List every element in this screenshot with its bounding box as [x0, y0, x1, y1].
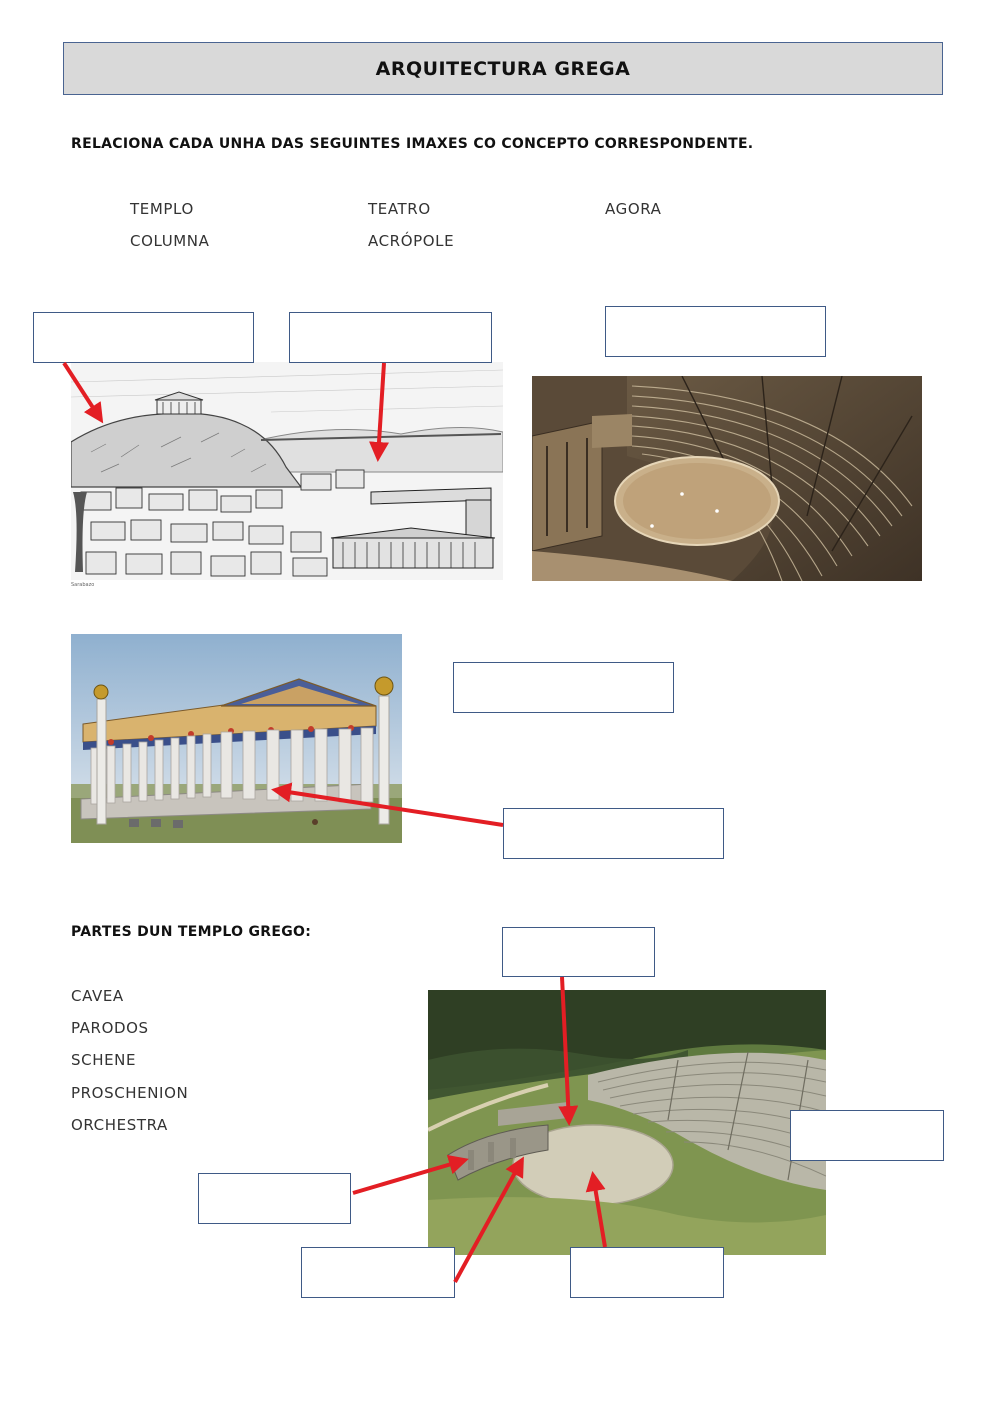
- word-agora: AGORA: [605, 200, 662, 218]
- part-cavea: CAVEA: [71, 987, 124, 1005]
- answer-box-acropole[interactable]: [33, 312, 254, 363]
- image-credit-caption: Sarabazo: [71, 582, 95, 588]
- part-orchestra: ORCHESTRA: [71, 1116, 168, 1134]
- word-templo: TEMPLO: [130, 200, 194, 218]
- answer-box-part-cavea[interactable]: [790, 1110, 944, 1161]
- word-teatro: TEATRO: [368, 200, 431, 218]
- answer-box-part-bottom-left[interactable]: [301, 1247, 455, 1298]
- instruction-text: RELACIONA CADA UNHA DAS SEGUINTES IMAXES CO CONCEPTO CORRESPONDENTE.: [71, 136, 754, 152]
- epidaurus-theatre-image: [532, 376, 922, 581]
- athens-sketch-image: [71, 362, 503, 580]
- part-schene: SCHENE: [71, 1051, 137, 1069]
- word-acropole: ACRÓPOLE: [368, 232, 455, 250]
- part-parodos: PARODOS: [71, 1019, 149, 1037]
- section2-title: PARTES DUN TEMPLO GREGO:: [71, 924, 312, 940]
- answer-box-teatro[interactable]: [605, 306, 826, 357]
- answer-box-templo[interactable]: [453, 662, 674, 713]
- answer-box-columna[interactable]: [503, 808, 724, 859]
- part-proschenion: PROSCHENION: [71, 1084, 189, 1102]
- word-columna: COLUMNA: [130, 232, 210, 250]
- theatre-landscape-image: [428, 990, 826, 1255]
- answer-box-part-top[interactable]: [502, 927, 655, 977]
- answer-box-agora[interactable]: [289, 312, 492, 363]
- answer-box-part-bottom-right[interactable]: [570, 1247, 724, 1298]
- greek-temple-image: [71, 634, 402, 843]
- answer-box-part-left[interactable]: [198, 1173, 351, 1224]
- page-title: ARQUITECTURA GREGA: [63, 42, 943, 95]
